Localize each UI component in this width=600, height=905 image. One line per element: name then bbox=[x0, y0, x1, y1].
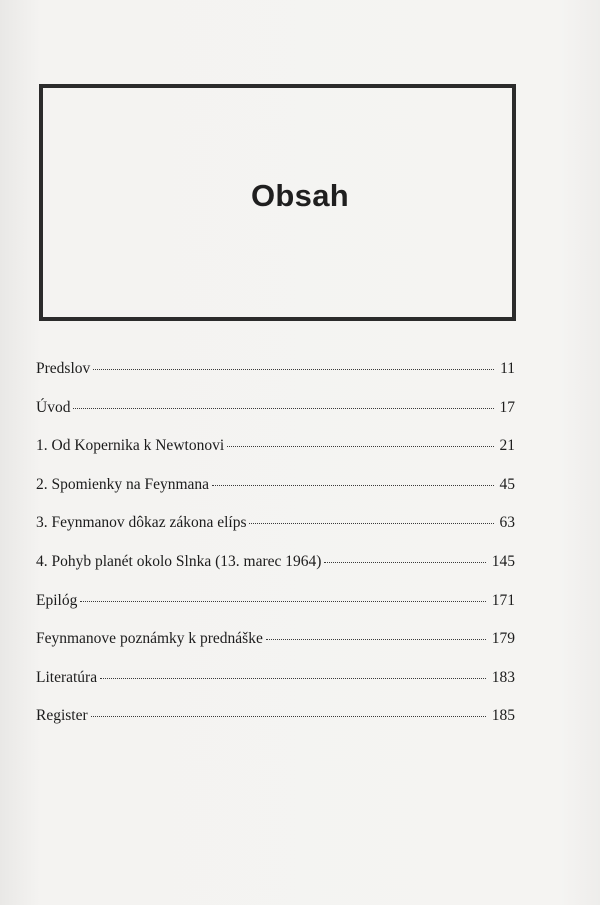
toc-entry-title: 4. Pohyb planét okolo Slnka (13. marec 1964) bbox=[36, 552, 322, 570]
toc-entry bbox=[36, 592, 515, 631]
toc-entry-page: 63 bbox=[499, 514, 515, 532]
toc-entry-page: 17 bbox=[499, 398, 515, 416]
toc-entry-title: 2. Spomienky na Feynmana bbox=[36, 475, 210, 493]
toc-entry-page: 21 bbox=[499, 437, 515, 455]
toc-entry-title: Feynmanove poznámky k prednáške bbox=[36, 630, 263, 648]
toc-entry-title: Úvod bbox=[36, 398, 71, 416]
toc-entry-title: Literatúra bbox=[36, 668, 98, 686]
toc-entry-page: 171 bbox=[491, 591, 515, 609]
toc-entry-title: 3. Feynmanov dôkaz zákona elíps bbox=[36, 514, 247, 532]
dot-leader bbox=[93, 369, 494, 370]
toc-entry bbox=[36, 476, 515, 515]
toc-entry bbox=[36, 399, 515, 438]
dot-leader bbox=[73, 408, 493, 409]
toc-entry bbox=[36, 514, 515, 553]
toc-entry-title: Predslov bbox=[36, 360, 91, 377]
toc-entry bbox=[36, 669, 515, 708]
dot-leader bbox=[100, 678, 486, 679]
table-of-contents bbox=[36, 360, 515, 746]
toc-entry-page: 11 bbox=[500, 360, 515, 377]
toc-entry bbox=[36, 630, 515, 669]
toc-entry-page: 45 bbox=[499, 475, 515, 493]
dot-leader bbox=[249, 523, 493, 524]
toc-entry-page: 145 bbox=[491, 552, 515, 570]
toc-entry-page: 183 bbox=[491, 668, 515, 686]
toc-entry-page: 185 bbox=[491, 707, 515, 725]
dot-leader bbox=[266, 639, 486, 640]
toc-entry-title: 1. Od Kopernika k Newtonovi bbox=[36, 437, 225, 455]
toc-entry bbox=[36, 360, 515, 399]
toc-entry-title: Register bbox=[36, 707, 88, 725]
toc-entry-title: Epilóg bbox=[36, 591, 78, 609]
toc-entry bbox=[36, 437, 515, 476]
dot-leader bbox=[212, 485, 493, 486]
page-title: Obsah bbox=[251, 178, 349, 213]
dot-leader bbox=[80, 601, 485, 602]
dot-leader bbox=[91, 716, 486, 717]
dot-leader bbox=[324, 562, 485, 563]
toc-entry bbox=[36, 707, 515, 746]
toc-entry bbox=[36, 553, 515, 592]
dot-leader bbox=[227, 446, 493, 447]
toc-entry-page: 179 bbox=[491, 630, 515, 648]
